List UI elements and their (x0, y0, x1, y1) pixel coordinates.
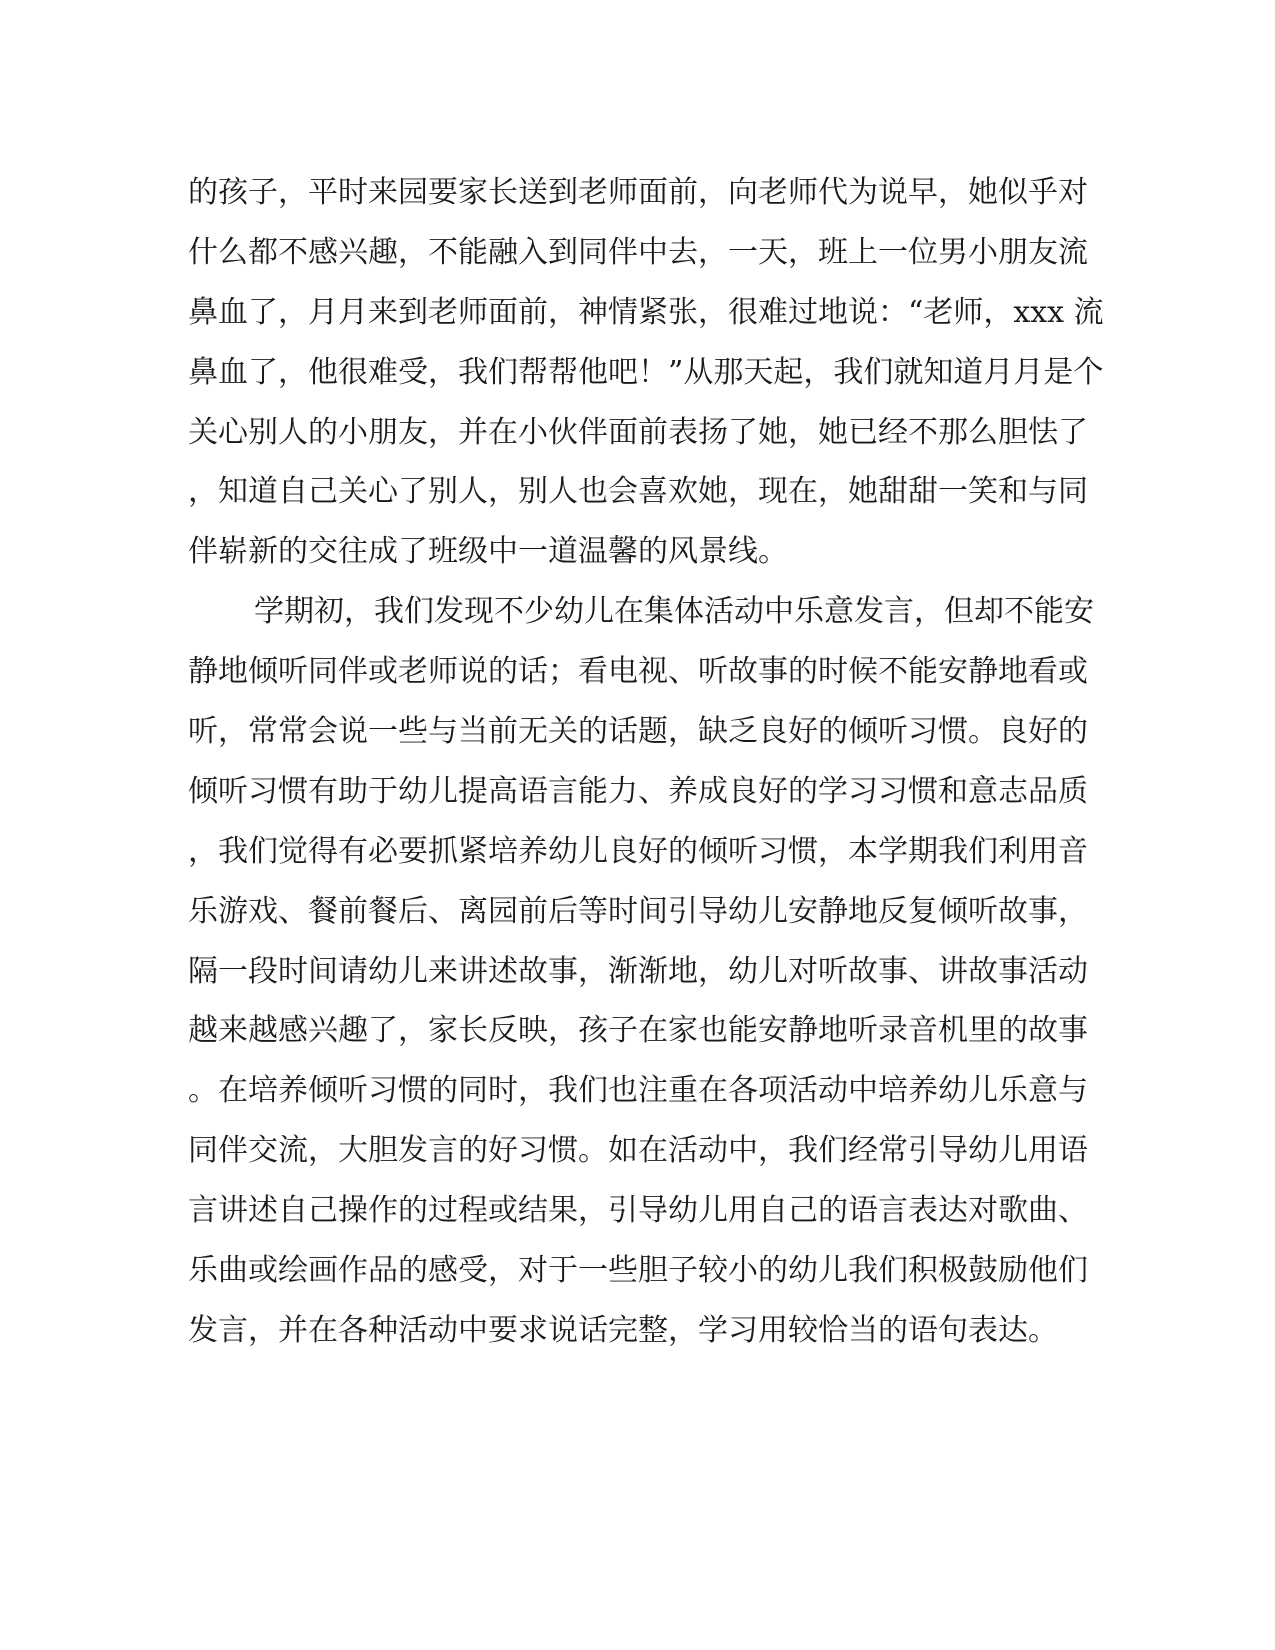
text-line: 乐曲或绘画作品的感受，对于一些胆子较小的幼儿我们积极鼓励他们 (188, 1253, 1088, 1289)
text-line: 关心别人的小朋友，并在小伙伴面前表扬了她，她已经不那么胆怯了 (188, 414, 1088, 450)
text-line: 静地倾听同伴或老师说的话；看电视、听故事的时候不能安静地看或 (188, 654, 1088, 690)
paragraph-start-line: 学期初，我们发现不少幼儿在集体活动中乐意发言，但却不能安 (254, 594, 1094, 630)
text-line: 的孩子，平时来园要家长送到老师面前，向老师代为说早，她似乎对 (188, 175, 1088, 210)
text-line: 倾听习惯有助于幼儿提高语言能力、养成良好的学习习惯和意志品质 (188, 773, 1088, 809)
text-line: 同伴交流，大胆发言的好习惯。如在活动中，我们经常引导幼儿用语 (188, 1133, 1088, 1169)
text-line: 隔一段时间请幼儿来讲述故事，渐渐地，幼儿对听故事、讲故事活动 (188, 953, 1088, 989)
text-line: 鼻血了，他很难受，我们帮帮他吧！”从那天起，我们就知道月月是个 (188, 354, 1104, 390)
text-line: 发言，并在各种活动中要求说话完整，学习用较恰当的语句表达。 (188, 1312, 1058, 1348)
text-line: 乐游戏、餐前餐后、离园前后等时间引导幼儿安静地反复倾听故事， (188, 893, 1088, 929)
text-line: ，我们觉得有必要抓紧培养幼儿良好的倾听习惯，本学期我们利用音 (188, 833, 1088, 869)
body-text (188, 163, 1104, 1361)
text-line: 。在培养倾听习惯的同时，我们也注重在各项活动中培养幼儿乐意与 (188, 1073, 1088, 1109)
text-line: 什么都不感兴趣，不能融入到同伴中去，一天，班上一位男小朋友流 (188, 234, 1088, 270)
text-line: ，知道自己关心了别人，别人也会喜欢她，现在，她甜甜一笑和与同 (188, 474, 1088, 510)
text-line: 听，常常会说一些与当前无关的话题，缺乏良好的倾听习惯。良好的 (188, 714, 1088, 750)
text-line: 鼻血了，月月来到老师面前，神情紧张，很难过地说：“老师，xxx 流 (188, 294, 1104, 330)
text-line: 越来越感兴趣了，家长反映，孩子在家也能安静地听录音机里的故事 (188, 1013, 1088, 1049)
text-line: 伴崭新的交往成了班级中一道温馨的风景线。 (188, 534, 788, 570)
text-line: 言讲述自己操作的过程或结果，引导幼儿用自己的语言表达对歌曲、 (188, 1193, 1088, 1229)
